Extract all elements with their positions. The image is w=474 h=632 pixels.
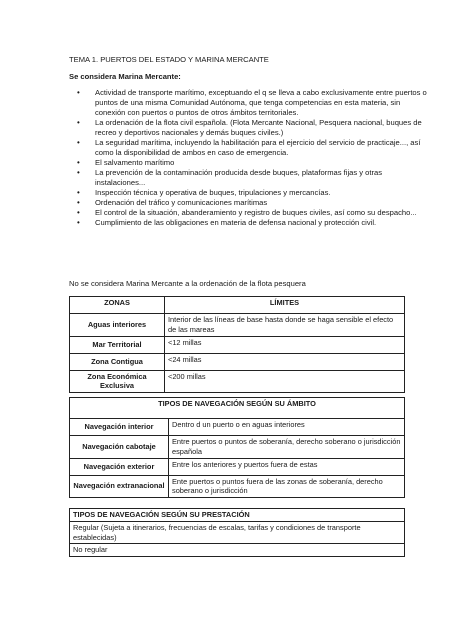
table-row	[70, 458, 405, 475]
bullet-icon: •	[77, 168, 80, 178]
zona-cell: Aguas interiores	[70, 314, 165, 337]
bullet-icon: •	[77, 118, 80, 128]
bullet-icon: •	[77, 208, 80, 218]
table-row	[70, 353, 405, 370]
tipo-cell: Navegación extranacional	[70, 475, 169, 498]
table-row	[70, 419, 405, 436]
bullet-icon: •	[77, 158, 80, 168]
list-item: • La ordenación de la flota civil española. (Flota Mercante Nacional, Pesquera nacional, buques de recreo y deportivos nacionales y demás buques civiles.)	[77, 118, 422, 138]
table-header-row	[70, 398, 405, 419]
descripcion-cell: Entre puertos o puntos de soberanía, derecho soberano o jurisdicción española	[169, 436, 405, 459]
bullet-icon: •	[77, 218, 80, 228]
navegacion-ambito-table	[69, 397, 405, 498]
descripcion-cell: Entre los anteriores y puertos fuera de estas	[169, 458, 405, 475]
list-item: • El control de la situación, abanderamiento y registro de buques civiles, así como su despacho...	[77, 208, 417, 218]
navegacion-prestacion-table	[69, 508, 405, 557]
document-title: TEMA 1. PUERTOS DEL ESTADO Y MARINA MERCANTE	[69, 55, 269, 64]
list-item: • La prevención de la contaminación producida desde buques, plataformas fijas y otras instalaciones...	[77, 168, 383, 188]
descripcion-cell: Ente puertos o puntos fuera de las zonas de soberanía, derecho soberano o jurisdicción	[169, 475, 405, 498]
table-row	[70, 475, 405, 498]
zonas-table	[69, 296, 405, 393]
limite-cell: <24 millas	[165, 353, 405, 370]
table-row	[70, 314, 405, 337]
marina-mercante-list	[69, 88, 429, 228]
table-row	[70, 521, 405, 544]
list-item: • La seguridad marítima, incluyendo la habilitación para el ejercicio del servicio de practicaje..., así como la disponibilidad de ambos en caso de emergencia.	[77, 138, 421, 158]
column-header-zonas: ZONAS	[70, 297, 165, 314]
bullet-icon: •	[77, 198, 80, 208]
list-item: • Ordenación del tráfico y comunicaciones marítimas	[77, 198, 268, 208]
note-text: No se considera Marina Mercante a la ordenación de la flota pesquera	[69, 279, 306, 288]
column-header-limites: LÍMITES	[165, 297, 405, 314]
table-header: TIPOS DE NAVEGACIÓN SEGÚN SU ÁMBITO	[70, 398, 405, 419]
list-item: • Actividad de transporte marítimo, exceptuando el q se lleva a cabo exclusivamente entre puertos o puntos de una misma Comunidad Autónoma, que tenga competencias en esta materia, sin conexión con puertos o puntos de otros ámbitos territoriales.	[77, 88, 427, 118]
list-item: • Inspección técnica y operativa de buques, tripulaciones y mercancías.	[77, 188, 331, 198]
list-item: • El salvamento marítimo	[77, 158, 175, 168]
table-row	[70, 436, 405, 459]
table-header-row	[70, 509, 405, 522]
limite-cell: <200 millas	[165, 370, 405, 393]
zona-cell: Zona Contigua	[70, 353, 165, 370]
table-row	[70, 544, 405, 557]
prestacion-cell: No regular	[70, 544, 405, 557]
zona-cell: Mar Territorial	[70, 336, 165, 353]
descripcion-cell: Dentro d un puerto o en aguas interiores	[169, 419, 405, 436]
limite-cell: <12 millas	[165, 336, 405, 353]
table-header: TIPOS DE NAVEGACIÓN SEGÚN SU PRESTACIÓN	[70, 509, 405, 522]
prestacion-cell: Regular (Sujeta a itinerarios, frecuencias de escalas, tarifas y condiciones de transporte establecidas)	[70, 521, 405, 544]
zona-cell: Zona Económica Exclusiva	[70, 370, 165, 393]
bullet-icon: •	[77, 88, 80, 97]
limite-cell: Interior de las líneas de base hasta donde se haga sensible el efecto de las mareas	[165, 314, 405, 337]
table-header-row	[70, 297, 405, 314]
bullet-icon: •	[77, 138, 80, 148]
tipo-cell: Navegación interior	[70, 419, 169, 436]
table-row	[70, 370, 405, 393]
bullet-icon: •	[77, 188, 80, 198]
tipo-cell: Navegación cabotaje	[70, 436, 169, 459]
tipo-cell: Navegación exterior	[70, 458, 169, 475]
section-subtitle: Se considera Marina Mercante:	[69, 72, 181, 81]
table-row	[70, 336, 405, 353]
list-item: • Cumplimiento de las obligaciones en materia de defensa nacional y protección civil.	[77, 218, 377, 228]
